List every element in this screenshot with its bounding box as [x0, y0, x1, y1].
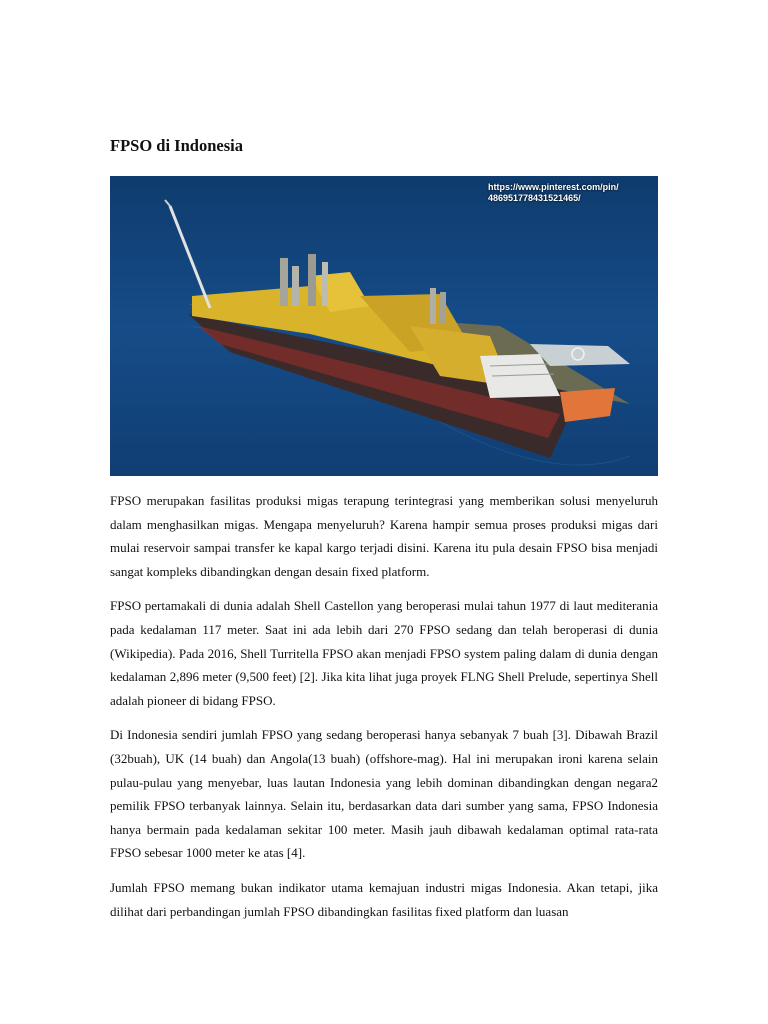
- document-body: [110, 489, 658, 934]
- paragraph: Jumlah FPSO memang bukan indikator utama kemajuan industri migas Indonesia. Akan tetapi, jika dilihat dari perbandingan jumlah FPSO dibandingkan fasilitas fixed platform dan luasan: [110, 879, 658, 919]
- fpso-ship-illustration: [110, 176, 658, 476]
- document-title: FPSO di Indonesia: [110, 136, 243, 155]
- image-watermark: https://www.pinterest.com/pin/ 486951778431521465/: [488, 182, 619, 203]
- paragraph: FPSO pertamakali di dunia adalah Shell Castellon yang beroperasi mulai tahun 1977 di laut mediterania pada kedalaman 117 meter. Saat ini ada lebih dari 270 FPSO sedang dan telah beroperasi di dunia (Wikipedia). Pada 2016, Shell Turritella FPSO akan menjadi FPSO system paling dalam di dunia dengan kedalaman 2,896 meter (9,500 feet) [2]. Jika kita lihat juga proyek FLNG Shell Prelude, sepertinya Shell adalah pioneer di bidang FPSO.: [110, 598, 658, 708]
- fpso-ship-photo: [110, 176, 658, 476]
- paragraph: FPSO merupakan fasilitas produksi migas terapung terintegrasi yang memberikan solusi menyeluruh dalam menghasilkan migas. Mengapa menyeluruh? Karena hampir semua proses produksi migas dari mulai reservoir sampai transfer ke kapal kargo terjadi disini. Karena itu pula desain FPSO bisa menjadi sangat kompleks dibandingkan dengan desain fixed platform.: [110, 493, 658, 579]
- paragraph: Di Indonesia sendiri jumlah FPSO yang sedang beroperasi hanya sebanyak 7 buah [3]. Dibawah Brazil (32buah), UK (14 buah) dan Angola(13 buah) (offshore-mag). Hal ini merupakan ironi karena selain pulau-pulau yang menyebar, luas lautan Indonesia yang lebih dominan dibandingkan dengan negara2 pemilik FPSO terbanyak lainnya. Selain itu, berdasarkan data dari sumber yang sama, FPSO Indonesia hanya bermain pada kedalaman sekitar 100 meter. Masih jauh dibawah kedalaman optimal rata-rata FPSO sebesar 1000 meter ke atas [4].: [110, 727, 658, 861]
